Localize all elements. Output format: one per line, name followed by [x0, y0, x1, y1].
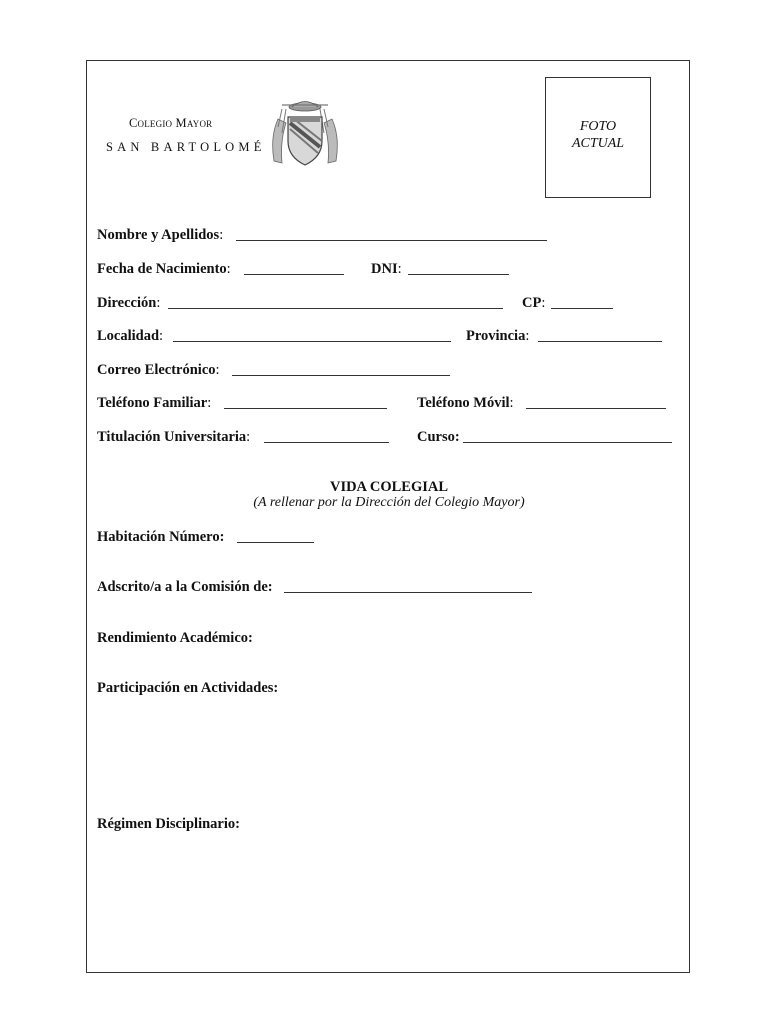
localidad-label: Localidad: [97, 328, 164, 344]
provincia-label: Provincia: [466, 328, 530, 344]
logo-line-1 [129, 116, 212, 131]
dni-label: DNI: [371, 261, 402, 277]
tel-movil-field[interactable] [526, 408, 666, 409]
nombre-field[interactable] [236, 240, 547, 241]
dni-field[interactable] [408, 274, 509, 275]
logo-line-2: SAN BARTOLOMÉ [106, 140, 266, 154]
nombre-label-text: Nombre y Apellidos [97, 227, 220, 243]
rendimiento-label: Rendimiento Académico: [97, 630, 253, 646]
curso-label: Curso: [417, 429, 460, 445]
correo-label-text: Correo Electrónico [97, 362, 216, 378]
titulacion-label-text: Titulación Universitaria [97, 429, 247, 445]
direccion-label-text: Dirección [97, 295, 157, 311]
nombre-label: Nombre y Apellidos: [97, 227, 224, 243]
provincia-label-text: Provincia [466, 328, 526, 344]
tel-familiar-label-text: Teléfono Familiar [97, 395, 208, 411]
tel-familiar-label: Teléfono Familiar: [97, 395, 212, 411]
habitacion-label: Habitación Número: [97, 529, 225, 545]
habitacion-field[interactable] [237, 542, 314, 543]
adscrito-field[interactable] [284, 592, 532, 593]
coat-of-arms-icon [268, 97, 342, 169]
photo-label-1: FOTO [579, 119, 617, 134]
titulacion-label: Titulación Universitaria: [97, 429, 251, 445]
photo-label-2: ACTUAL [571, 136, 625, 151]
vida-colegial-title: VIDA COLEGIAL [329, 479, 449, 495]
tel-movil-label-text: Teléfono Móvil [417, 395, 510, 411]
localidad-field[interactable] [173, 341, 451, 342]
cp-field[interactable] [551, 308, 613, 309]
adscrito-label: Adscrito/a a la Comisión de: [97, 579, 273, 595]
localidad-label-text: Localidad [97, 328, 160, 344]
fecha-field[interactable] [244, 274, 344, 275]
direccion-field[interactable] [168, 308, 503, 309]
tel-familiar-field[interactable] [224, 408, 387, 409]
titulacion-field[interactable] [264, 442, 389, 443]
fecha-label-text: Fecha de Nacimiento [97, 261, 227, 277]
correo-label: Correo Electrónico: [97, 362, 220, 378]
curso-field[interactable] [463, 442, 672, 443]
correo-field[interactable] [232, 375, 450, 376]
regimen-label: Régimen Disciplinario: [97, 816, 240, 832]
logo-line-1-text: Colegio Mayor [129, 116, 213, 130]
provincia-field[interactable] [538, 341, 662, 342]
photo-box[interactable] [545, 77, 651, 198]
fecha-label: Fecha de Nacimiento: [97, 261, 231, 277]
participacion-label: Participación en Actividades: [97, 680, 279, 696]
cp-label-text: CP [522, 295, 542, 311]
vida-colegial-subtitle: (A rellenar por la Dirección del Colegio Mayor) [253, 495, 525, 510]
direccion-label: Dirección: [97, 295, 161, 311]
tel-movil-label: Teléfono Móvil: [417, 395, 514, 411]
cp-label: CP: [522, 295, 546, 311]
dni-label-text: DNI [371, 261, 398, 277]
